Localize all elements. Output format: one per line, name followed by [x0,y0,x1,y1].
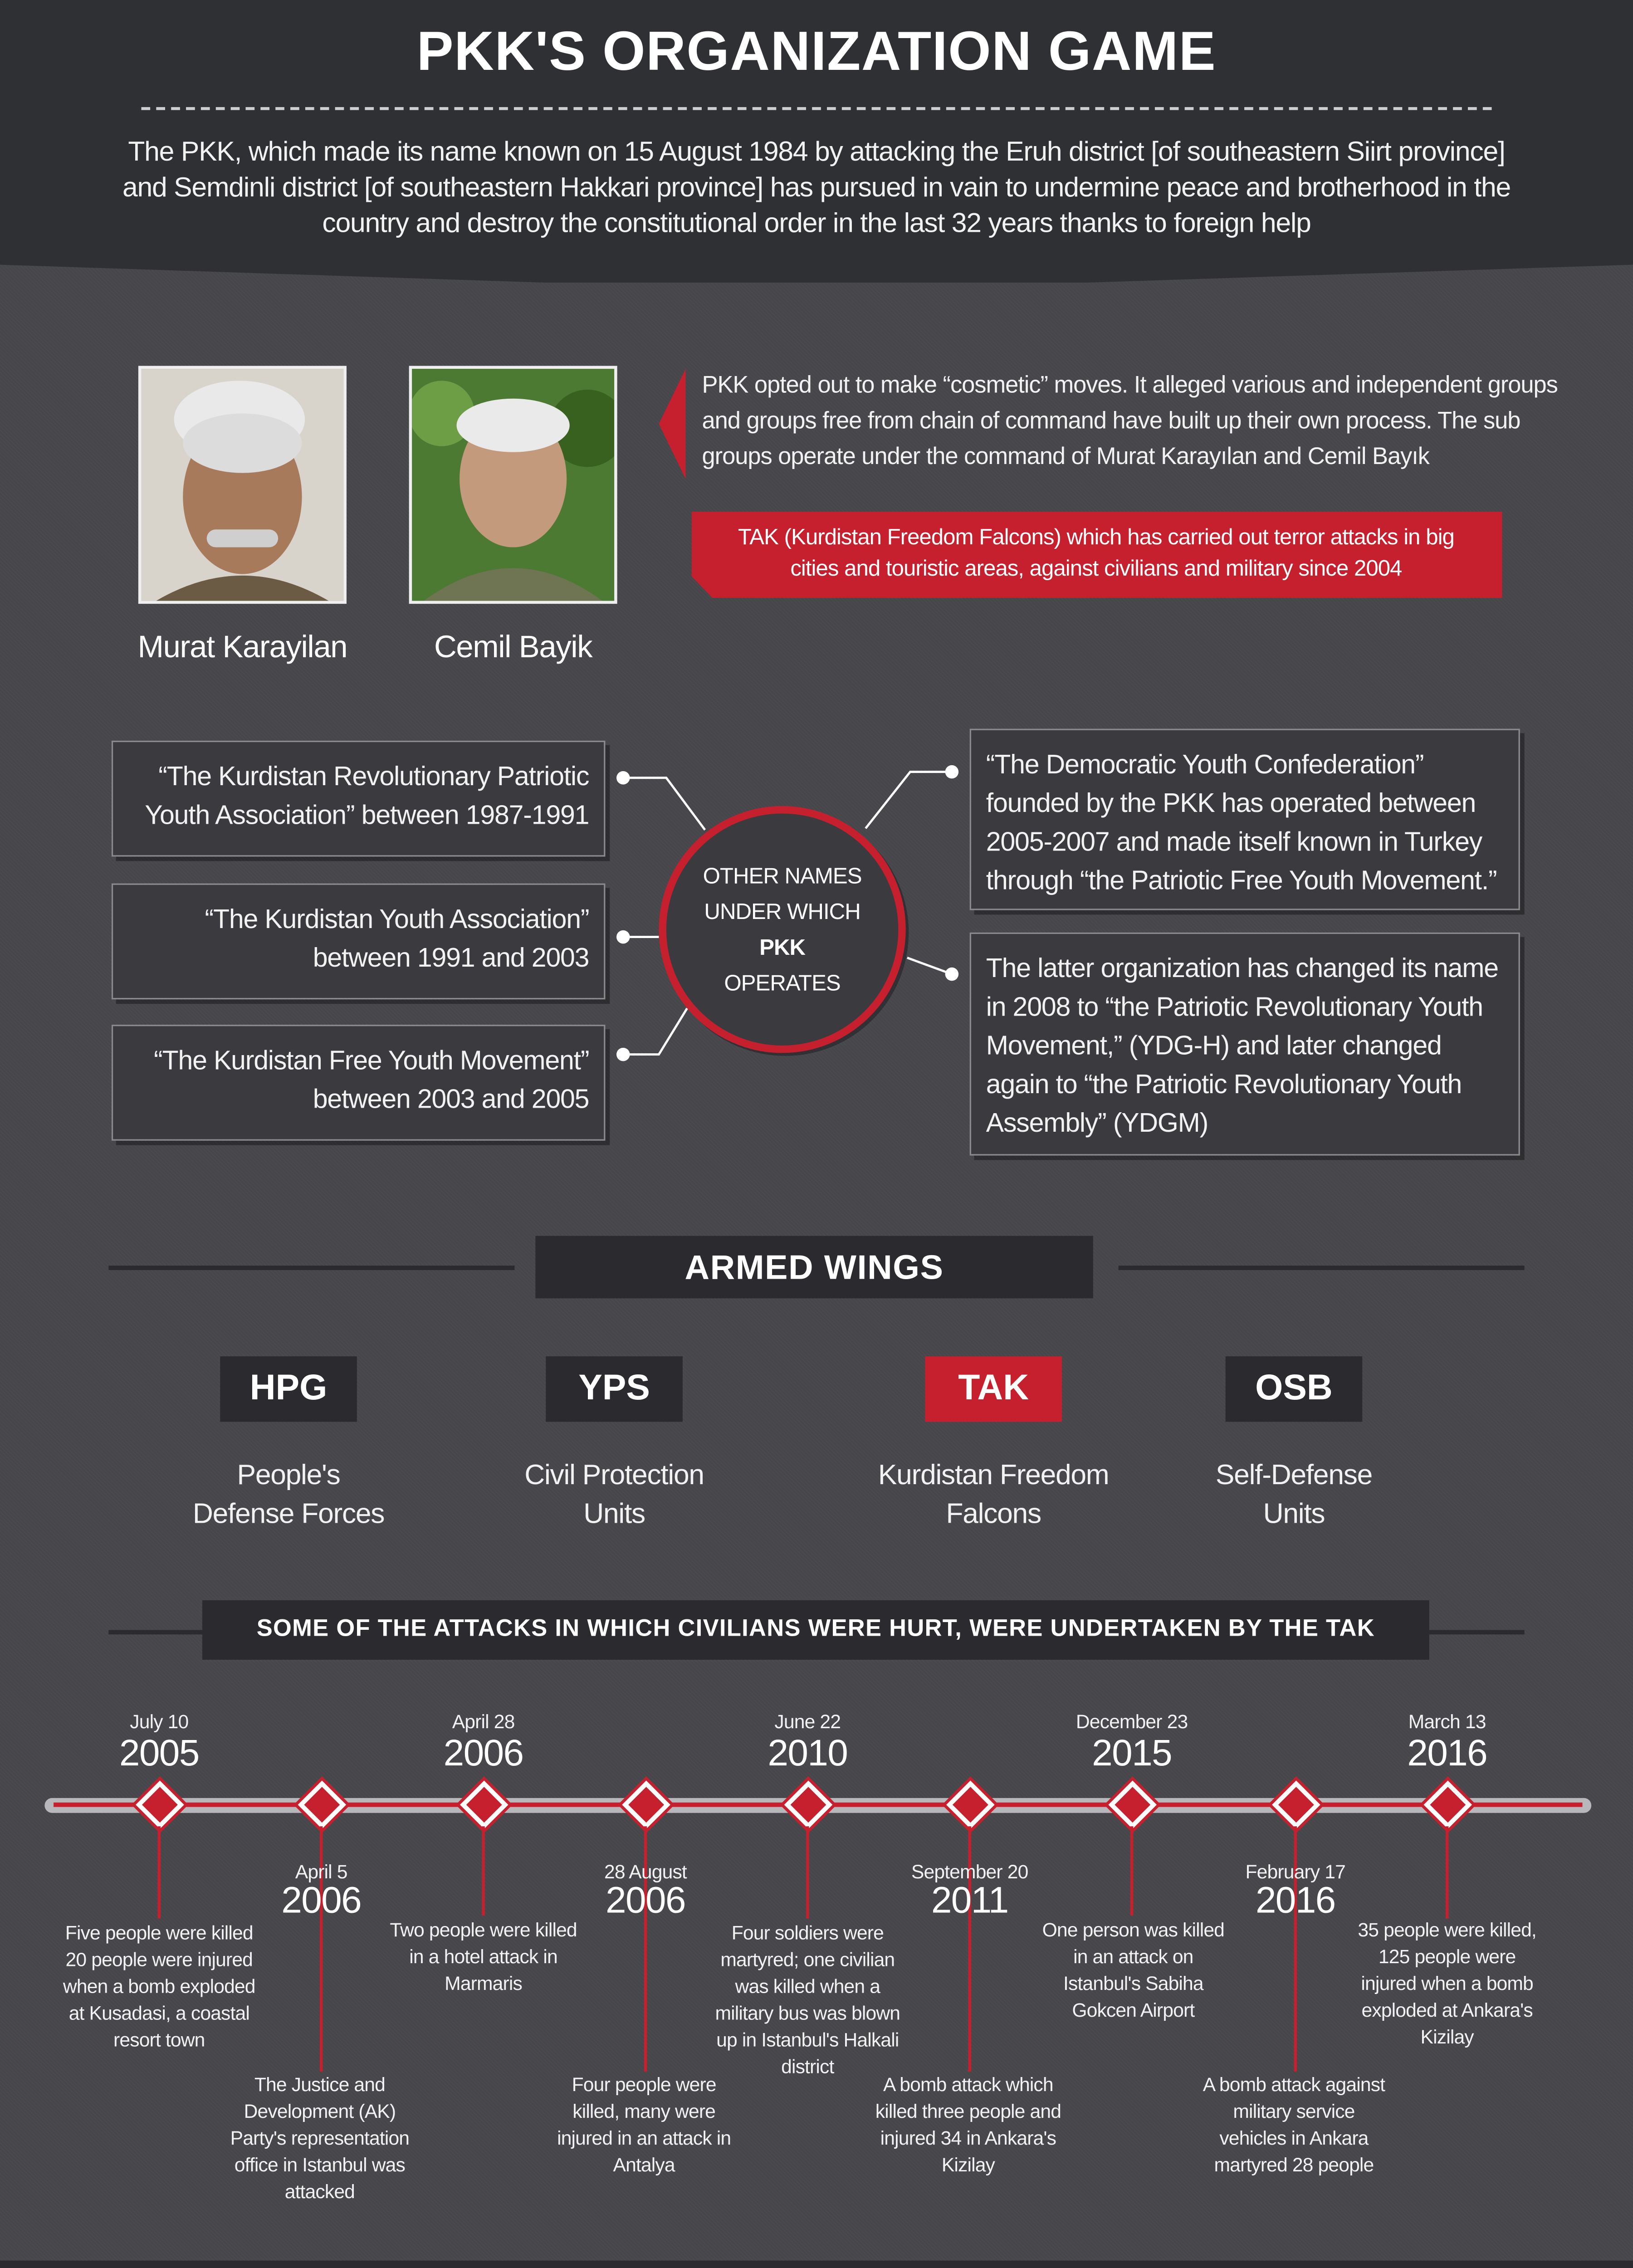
attacks-heading: SOME OF THE ATTACKS IN WHICH CIVILIANS WERE HURT, WERE UNDERTAKEN BY THE TAK [202,1600,1429,1660]
event-day: February 17 [1245,1860,1345,1883]
event-year: 2005 [119,1732,199,1774]
wing-label-tak [845,1457,1142,1535]
event-day: September 20 [911,1860,1028,1883]
footer-bar [0,2261,1633,2268]
event-year: 2006 [281,1880,362,1922]
event-marker-icon [136,1780,184,1829]
connector-dot [945,968,959,981]
name-cemil-bayik: Cemil Bayik [434,631,592,665]
event-description: Two people were killed in a hotel attack in Marmaris [390,1918,577,1994]
event-marker-icon [460,1780,508,1829]
circle-line-2: UNDER WHICH [704,899,861,925]
event-year: 2015 [1092,1732,1172,1774]
wing-label-osb [1145,1457,1443,1535]
wing-label-hpg [140,1457,437,1535]
connector-dot [945,765,959,779]
other-names-circle-label [659,860,905,1002]
wing-label-line: Units [583,1499,645,1530]
other-name-box-4: “The Democratic Youth Confederation” founded by the PKK has operated between 2005-2007 and made itself known in Turkey through “the Patriotic Free Youth Movement.” [970,729,1520,910]
event-connector [158,1826,161,1918]
event-year: 2006 [606,1880,685,1922]
connector-dot [616,930,630,944]
event-marker-icon [946,1780,995,1829]
event-marker-icon [1423,1780,1472,1829]
event-day: June 22 [774,1710,841,1733]
wing-label-line: People's [237,1460,340,1492]
event-day: April 28 [452,1710,515,1733]
leaders-statement: PKK opted out to make “cosmetic” moves. It alleged various and independent groups and groups free from chain of command have built up their own process. The sub groups operate under the command of Murat Karayılan and Cemil Bayık [702,373,1558,470]
section-line-right-2 [1429,1630,1525,1634]
circle-line-1: OTHER NAMES [703,864,862,890]
wing-code-yps: YPS [546,1356,683,1422]
wing-label-line: Falcons [946,1499,1041,1530]
other-name-box-5: The latter organization has changed its name in 2008 to “the Patriotic Revolutionary Youth Movement,” (YDG-H) and later changed again to “the Patriotic Revolutionary Youth Assembly” (YDGM) [970,933,1520,1156]
event-year: 2016 [1255,1880,1335,1922]
section-line-left [108,1266,514,1270]
other-name-box-1: “The Kurdistan Revolutionary Patriotic Youth Association” between 1987-1991 [112,741,606,857]
other-name-box-2: “The Kurdistan Youth Association” between 1991 and 2003 [112,884,606,1000]
wing-label-yps [465,1457,763,1535]
event-description: Four people were killed, many were injured in an attack in Antalya [557,2073,731,2176]
event-connector [1446,1826,1449,1918]
event-description: A bomb attack against military service vehicles in Ankara martyred 28 people [1203,2073,1385,2176]
event-day: July 10 [130,1710,189,1733]
event-description: 35 people were killed, 125 people were injured when a bomb exploded at Ankara's Kizilay [1358,1918,1536,2048]
event-year: 2010 [768,1732,848,1774]
wing-label-line: Units [1263,1499,1325,1530]
event-description: A bomb attack which killed three people and injured 34 in Ankara's Kizilay [875,2073,1061,2176]
page-title: PKK'S ORGANIZATION GAME [416,20,1217,82]
connector-dot [616,771,630,785]
wing-label-line: Self-Defense [1215,1460,1373,1492]
armed-wings-heading: ARMED WINGS [535,1236,1093,1299]
wing-label-line: Civil Protection [524,1460,704,1492]
event-marker-icon [1272,1780,1320,1829]
event-marker-icon [784,1780,833,1829]
event-connector [806,1826,809,1918]
event-day: 28 August [604,1860,687,1883]
event-description: The Justice and Development (AK) Party's representation office in Istanbul was attacked [230,2073,410,2203]
event-marker-icon [622,1780,670,1829]
event-year: 2016 [1407,1732,1487,1774]
other-name-box-3: “The Kurdistan Free Youth Movement” between 2003 and 2005 [112,1025,606,1141]
event-description: One person was killed in an attack on Istanbul's Sabiha Gokcen Airport [1042,1918,1225,2021]
wing-label-line: Defense Forces [192,1499,385,1530]
wing-label-line: Kurdistan Freedom [878,1460,1109,1492]
tak-note-text: TAK (Kurdistan Freedom Falcons) which has carried out terror attacks in big cities and touristic areas, against civilians and military since 2004 [738,525,1454,582]
circle-line-3: PKK [759,935,806,961]
event-year: 2006 [443,1732,523,1774]
event-day: April 5 [295,1860,347,1883]
event-connector [482,1826,485,1916]
intro-text: The PKK, which made its name known on 15 August 1984 by attacking the Eruh district [of southeastern Siirt province] and Semdinli district [of southeastern Hakkari province] has pursued in vain to undermine peace and brotherhood in the country and destroy the constitutional order in the last 32 years thanks to foreign help [122,135,1511,238]
section-line-left-2 [108,1630,202,1634]
event-day: March 13 [1408,1710,1486,1733]
event-day: December 23 [1076,1710,1188,1733]
circle-line-4: OPERATES [724,971,841,997]
event-marker-icon [1108,1780,1157,1829]
event-marker-icon [298,1780,347,1829]
section-line-right [1119,1266,1525,1270]
name-murat-karayilan: Murat Karayilan [137,631,347,665]
connector-dot [616,1048,630,1061]
event-description: Four soldiers were martyred; one civilian was killed when a military bus was blown up in Istanbul's Halkali district [715,1921,900,2078]
wing-code-tak: TAK [925,1356,1062,1422]
event-connector [1130,1826,1134,1916]
event-description: Five people were killed 20 people were injured when a bomb exploded at Kusadasi, a coastal resort town [63,1921,255,2051]
wing-code-hpg: HPG [220,1356,357,1422]
event-year: 2011 [931,1880,1008,1922]
wing-code-osb: OSB [1226,1356,1363,1422]
